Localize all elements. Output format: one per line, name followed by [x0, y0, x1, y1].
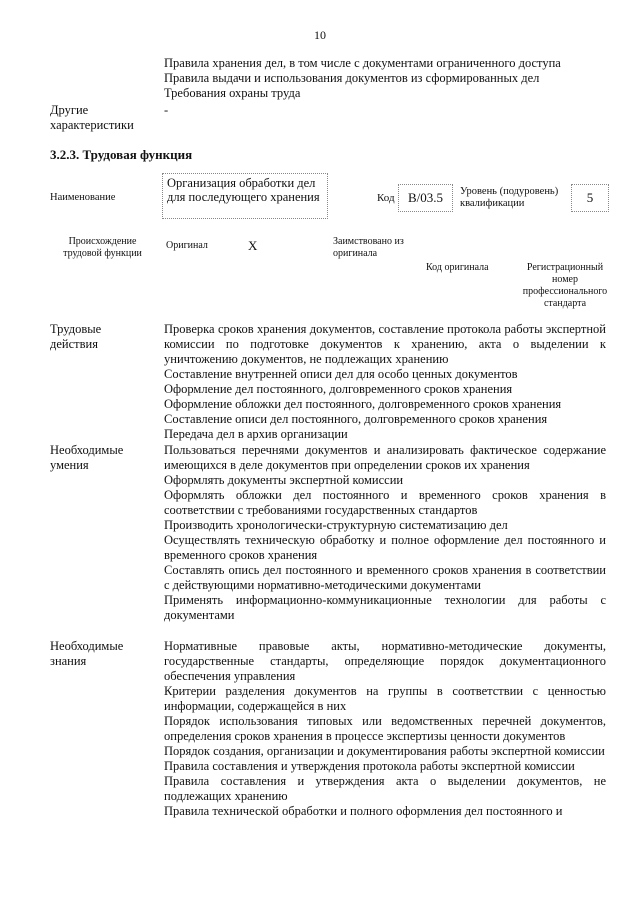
list-item: Составление внутренней описи дел для особо ценных документов	[164, 367, 518, 381]
borrowed-label: Заимствовано из оригинала	[333, 236, 404, 259]
skills-label: Необходимые умения	[50, 443, 124, 472]
other-characteristics-value: -	[164, 103, 169, 117]
reg-number-label: Регистрационный номер профессионального стандарта	[522, 262, 608, 309]
list-item: Порядок использования типовых или ведомственных перечней документов, определения сроков хранения в процессе экспертизы ценности документов	[164, 714, 606, 743]
level-label: Уровень (подуровень) квалификации	[460, 186, 559, 209]
top-list	[164, 56, 604, 101]
list-item: Осуществлять техническую обработку и полное оформление дел постоянного и временного сроков хранения	[164, 533, 606, 562]
knowledge-label: Необходимые знания	[50, 639, 124, 668]
name-label: Наименование	[50, 192, 116, 203]
list-item: Правила составления и утверждения протокола работы экспертной комиссии	[164, 759, 575, 773]
labor-actions-label: Трудовые действия	[50, 322, 102, 351]
skills-list	[164, 443, 606, 623]
list-item: Составление описи дел постоянного, долговременного сроков хранения	[164, 412, 548, 426]
list-item: Пользоваться перечнями документов и анализировать фактическое содержание имеющихся в деле документов при определении сроков их хранения	[164, 443, 606, 472]
labor-actions-list	[164, 322, 606, 442]
list-item: Критерии разделения документов на группы в соответствии с ценностью информации, содержащейся в них	[164, 684, 606, 713]
list-item: Производить хронологически-структурную систематизацию дел	[164, 518, 508, 532]
list-item: Оформление дел постоянного, долговременного сроков хранения	[164, 382, 513, 396]
section-title: 3.2.3. Трудовая функция	[50, 147, 193, 162]
page-number: 10	[314, 28, 326, 42]
code-label: Код	[377, 192, 395, 204]
function-name-value: Организация обработки дел для последующего хранения	[162, 173, 328, 219]
list-item: Проверка сроков хранения документов, составление протокола работы экспертной комиссии по подготовке документов к хранению, акта о выделении к уничтожению документов, не подлежащих хранению	[164, 322, 606, 366]
original-label: Оригинал	[166, 240, 208, 251]
list-item: Составлять опись дел постоянного и временного сроков хранения в соответствии с действующими нормативно-методическими документами	[164, 563, 606, 592]
list-item: Требования охраны труда	[164, 86, 301, 100]
list-item: Оформлять документы экспертной комиссии	[164, 473, 404, 487]
list-item: Оформление обложки дел постоянного, долговременного сроков хранения	[164, 397, 562, 411]
knowledge-list	[164, 639, 606, 819]
origin-label: Происхождение трудовой функции	[63, 236, 142, 259]
list-item: Правила технической обработки и полного оформления дел постоянного и	[164, 804, 563, 818]
code-value: В/03.5	[398, 184, 453, 212]
level-value: 5	[571, 184, 609, 212]
other-characteristics-label: Другие характеристики	[50, 103, 134, 132]
list-item: Применять информационно-коммуникационные технологии для работы с документами	[164, 593, 606, 622]
list-item: Правила составления и утверждения акта о выделении документов, не подлежащих хранению	[164, 774, 606, 803]
list-item: Порядок создания, организации и документирования работы экспертной комиссии	[164, 744, 605, 758]
list-item: Правила выдачи и использования документов из сформированных дел	[164, 71, 540, 85]
list-item: Передача дел в архив организации	[164, 427, 348, 441]
list-item: Правила хранения дел, в том числе с документами ограниченного доступа	[164, 56, 561, 70]
list-item: Оформлять обложки дел постоянного и временного сроков хранения в соответствии с требованиями государственных стандартов	[164, 488, 606, 517]
original-mark: X	[248, 238, 258, 253]
list-item: Нормативные правовые акты, нормативно-методические документы, государственные стандарты, определяющие порядок документационного обеспечения управления	[164, 639, 606, 683]
original-code-label: Код оригинала	[426, 262, 489, 273]
